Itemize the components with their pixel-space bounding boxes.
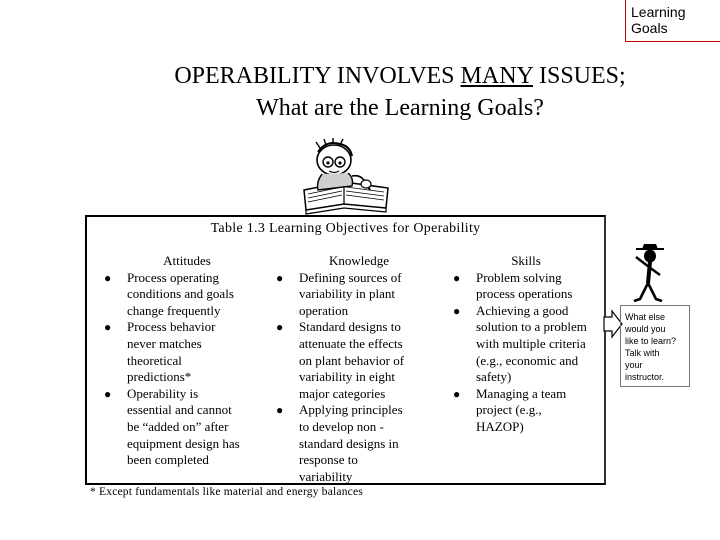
list-item: [87, 386, 287, 469]
title-line-1-end: ISSUES;: [532, 63, 626, 89]
column-heading: Attitudes: [163, 253, 211, 268]
item-line: Applying principles: [299, 402, 403, 418]
title-line-1: [100, 60, 700, 92]
callout-line: Talk with: [625, 348, 660, 358]
column-attitudes: [87, 253, 287, 469]
callout-line: would you: [625, 324, 666, 334]
item-line: to develop non -: [299, 418, 384, 434]
title-line-2: What are the Learning Goals?: [256, 95, 544, 121]
item-line: with multiple criteria: [476, 335, 586, 351]
column-skills: [436, 253, 616, 436]
stick-figure-pointing-icon: [630, 243, 670, 305]
item-line: variability in eight: [299, 369, 396, 385]
item-line: process operations: [476, 286, 573, 302]
list-item: [87, 319, 287, 385]
item-line: attenuate the effects: [299, 335, 403, 351]
corner-tag-line-2: Goals: [631, 20, 668, 36]
item-line: major categories: [299, 385, 386, 401]
page-title: [100, 60, 700, 124]
item-line: Process behavior: [127, 319, 216, 335]
list-item: [436, 270, 616, 303]
bullet-icon: ●: [104, 386, 112, 401]
item-line: solution to a problem: [476, 319, 587, 335]
item-line: HAZOP): [476, 418, 524, 434]
title-line-1-start: OPERABILITY INVOLVES: [174, 63, 461, 89]
item-line: Operability is: [127, 385, 199, 401]
table-caption: Table 1.3 Learning Objectives for Operability: [210, 221, 481, 236]
bullet-icon: ●: [104, 320, 112, 335]
bullet-icon: ●: [453, 270, 461, 285]
item-line: been completed: [127, 452, 209, 468]
item-line: safety): [476, 369, 512, 385]
list-item: [436, 303, 616, 386]
person-studying-book-icon: [296, 138, 396, 216]
item-line: theoretical: [127, 352, 182, 368]
callout-line: What else: [625, 312, 666, 322]
list-item: [259, 270, 459, 320]
column-heading: Skills: [511, 253, 541, 268]
item-line: Problem solving: [476, 269, 562, 285]
bullet-icon: ●: [453, 386, 461, 401]
item-line: Process operating: [127, 269, 220, 285]
item-line: project (e.g.,: [476, 402, 542, 418]
item-line: predictions*: [127, 369, 192, 385]
item-line: variability in plant: [299, 286, 396, 302]
title-underlined-word: MANY: [460, 63, 533, 89]
item-line: variability: [299, 468, 353, 484]
callout-line: your: [625, 360, 643, 370]
item-line: Standard designs to: [299, 319, 401, 335]
callout-line: like to learn?: [625, 336, 677, 346]
item-line: Defining sources of: [299, 269, 402, 285]
list-item: [87, 270, 287, 320]
corner-tag-line-1: Learning: [631, 4, 686, 20]
bullet-icon: ●: [104, 270, 112, 285]
item-line: conditions and goals: [127, 286, 234, 302]
learning-objectives-table: [85, 215, 606, 485]
table-footnote: * Except fundamentals like material and energy balances: [90, 486, 363, 498]
list-item: [259, 402, 459, 485]
item-line: equipment design has: [127, 435, 240, 451]
callout-line: instructor.: [625, 372, 665, 382]
corner-tag: [625, 0, 720, 42]
bullet-icon: ●: [276, 270, 284, 285]
item-line: change frequently: [127, 302, 221, 318]
item-line: standard designs in: [299, 435, 399, 451]
item-line: (e.g., economic and: [476, 352, 579, 368]
item-line: never matches: [127, 335, 202, 351]
item-line: be “added on” after: [127, 418, 229, 434]
list-item: [259, 319, 459, 402]
item-line: essential and cannot: [127, 402, 232, 418]
item-line: operation: [299, 302, 349, 318]
item-line: Managing a team: [476, 385, 567, 401]
bullet-icon: ●: [453, 303, 461, 318]
bullet-icon: ●: [276, 403, 284, 418]
bullet-icon: ●: [276, 320, 284, 335]
item-line: Achieving a good: [476, 302, 569, 318]
item-line: response to: [299, 452, 358, 468]
list-item: [436, 386, 616, 436]
column-heading: Knowledge: [329, 253, 389, 268]
column-knowledge: [259, 253, 459, 485]
callout-box: [620, 305, 690, 387]
item-line: on plant behavior of: [299, 352, 405, 368]
